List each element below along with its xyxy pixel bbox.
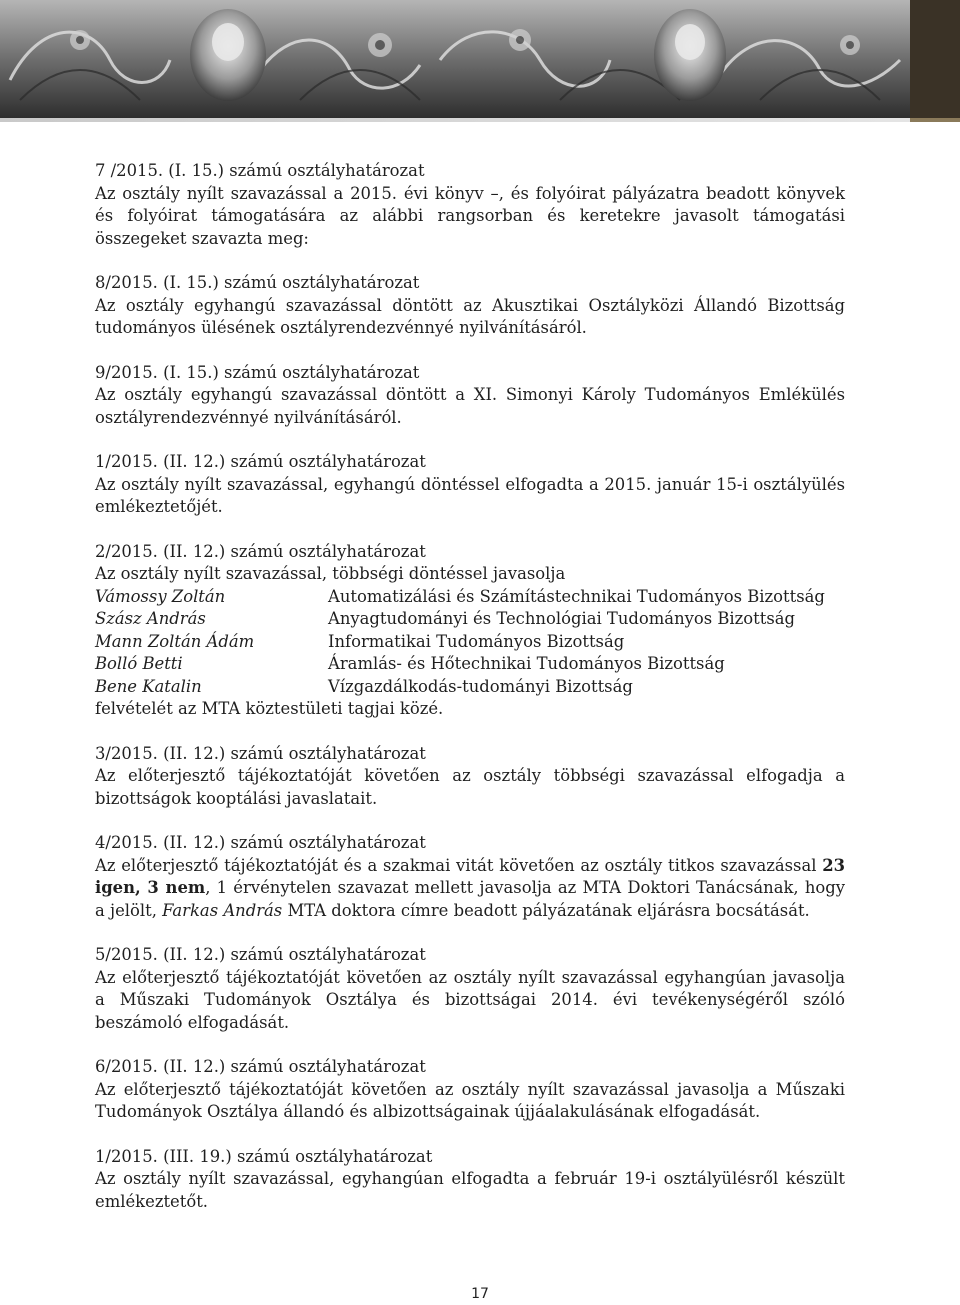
candidate-name: Farkas András [162,900,283,920]
resolution-text: Az osztály nyílt szavazással a 2015. évi könyv –, és folyóirat pályázatra beadott könyvek és folyóirat támogatására az alábbi rangsorban és keretekre javasolt támogatási összegeket szavazta meg: [95,183,845,248]
resolution-1-2015-mar [95,1146,845,1214]
resolution-9-2015 [95,362,845,430]
resolution-heading: 1/2015. (III. 19.) számú osztályhatározat [95,1146,433,1166]
resolution-heading: 2/2015. (II. 12.) számú osztályhatározat [95,541,426,561]
resolution-3-2015-feb [95,743,845,811]
resolution-5-2015-feb [95,944,845,1034]
resolution-text: Az előterjesztő tájékoztatóját követően az osztály többségi szavazással elfogadja a bizottságok kooptálási javaslatait. [95,766,845,808]
header-divider [0,118,960,122]
header-divider-accent [910,118,960,122]
resolution-heading: 7 /2015. (I. 15.) számú osztályhatározat [95,161,425,180]
resolution-heading: 4/2015. (II. 12.) számú osztályhatározat [95,833,426,852]
member-committee: Anyagtudományi és Technológiai Tudományos Bizottság [328,609,796,628]
member-name: Mann Zoltán Ádám [95,631,255,651]
member-committee: Vízgazdálkodás-tudományi Bizottság [328,676,633,696]
member-committee: Informatikai Tudományos Bizottság [328,631,625,651]
resolution-heading: 6/2015. (II. 12.) számú osztályhatározat [95,1057,426,1076]
member-committee: Automatizálási és Számítástechnikai Tudományos Bizottság [328,586,825,606]
resolution-heading: 3/2015. (II. 12.) számú osztályhatározat [95,743,426,763]
resolution-text-part: MTA doktora címre beadott pályázatának eljárásra bocsátását. [282,900,810,920]
resolution-8-2015 [95,272,845,340]
resolution-text: Az osztály egyhangú szavazással döntött az Akusztikai Osztályközi Állandó Bizottság tudományos ülésének osztályrendezvénnyé nyilvánításáról. [95,295,845,337]
resolution-text: Az osztály egyhangú szavazással döntött a XI. Simonyi Károly Tudományos Emlékülés osztályrendezvénnyé nyilvánításáról. [95,385,845,427]
page-number: 17 [471,1286,489,1302]
resolution-text: Az osztály nyílt szavazással, egyhangú döntéssel elfogadta a 2015. január 15-i osztályülés emlékeztetőjét. [95,474,845,516]
resolution-heading: 5/2015. (II. 12.) számú osztályhatározat [95,945,426,964]
ornamental-frieze-image [0,0,910,118]
resolution-heading: 9/2015. (I. 15.) számú osztályhatározat [95,362,420,382]
resolution-text-part: , 1 érvénytelen szavazat mellett javasolja az MTA Doktori Tanácsának, hogy a jelölt, [95,878,845,920]
resolution-text: Az osztály nyílt szavazással, egyhangúan elfogadta a február 19-i osztályülésről készült emlékeztetőt. [95,1169,845,1211]
resolution-heading: 1/2015. (II. 12.) számú osztályhatározat [95,452,426,471]
header-side-accent [910,0,960,118]
member-name: Szász András [95,609,206,628]
resolution-text-part: Az előterjesztő tájékoztatóját és a szakmai vitát követően az osztály titkos szavazással [95,855,823,875]
resolution-2-2015-feb [95,541,845,721]
member-name: Vámossy Zoltán [95,586,226,606]
resolution-7-2015 [95,160,845,250]
member-name: Bene Katalin [95,676,202,696]
resolution-4-2015-feb [95,832,845,922]
vote-count-text: 23 igen, 3 nem [95,855,845,897]
resolution-intro: Az osztály nyílt szavazással, többségi döntéssel javasolja [95,564,566,583]
resolution-text: Az előterjesztő tájékoztatóját követően az osztály nyílt szavazással egyhangúan javasolja a Műszaki Tudományok Osztálya és bizottságai 2014. évi tevékenységéről szóló beszámoló elfogadását. [95,967,845,1032]
member-name: Bolló Betti [95,654,183,673]
member-committee: Áramlás- és Hőtechnikai Tudományos Bizottság [328,654,725,673]
document-body [95,160,845,1235]
ornamental-header-banner [0,0,910,118]
resolution-heading: 8/2015. (I. 15.) számú osztályhatározat [95,273,420,292]
resolution-text: Az előterjesztő tájékoztatóját követően az osztály nyílt szavazással javasolja a Műszaki Tudományok Osztálya állandó és albizottságainak újjáalakulásának elfogadását. [95,1079,845,1121]
resolution-outro: felvételét az MTA köztestületi tagjai közé. [95,699,444,718]
member-nomination-list [95,586,845,699]
resolution-6-2015-feb [95,1056,845,1124]
resolution-1-2015-feb [95,451,845,519]
